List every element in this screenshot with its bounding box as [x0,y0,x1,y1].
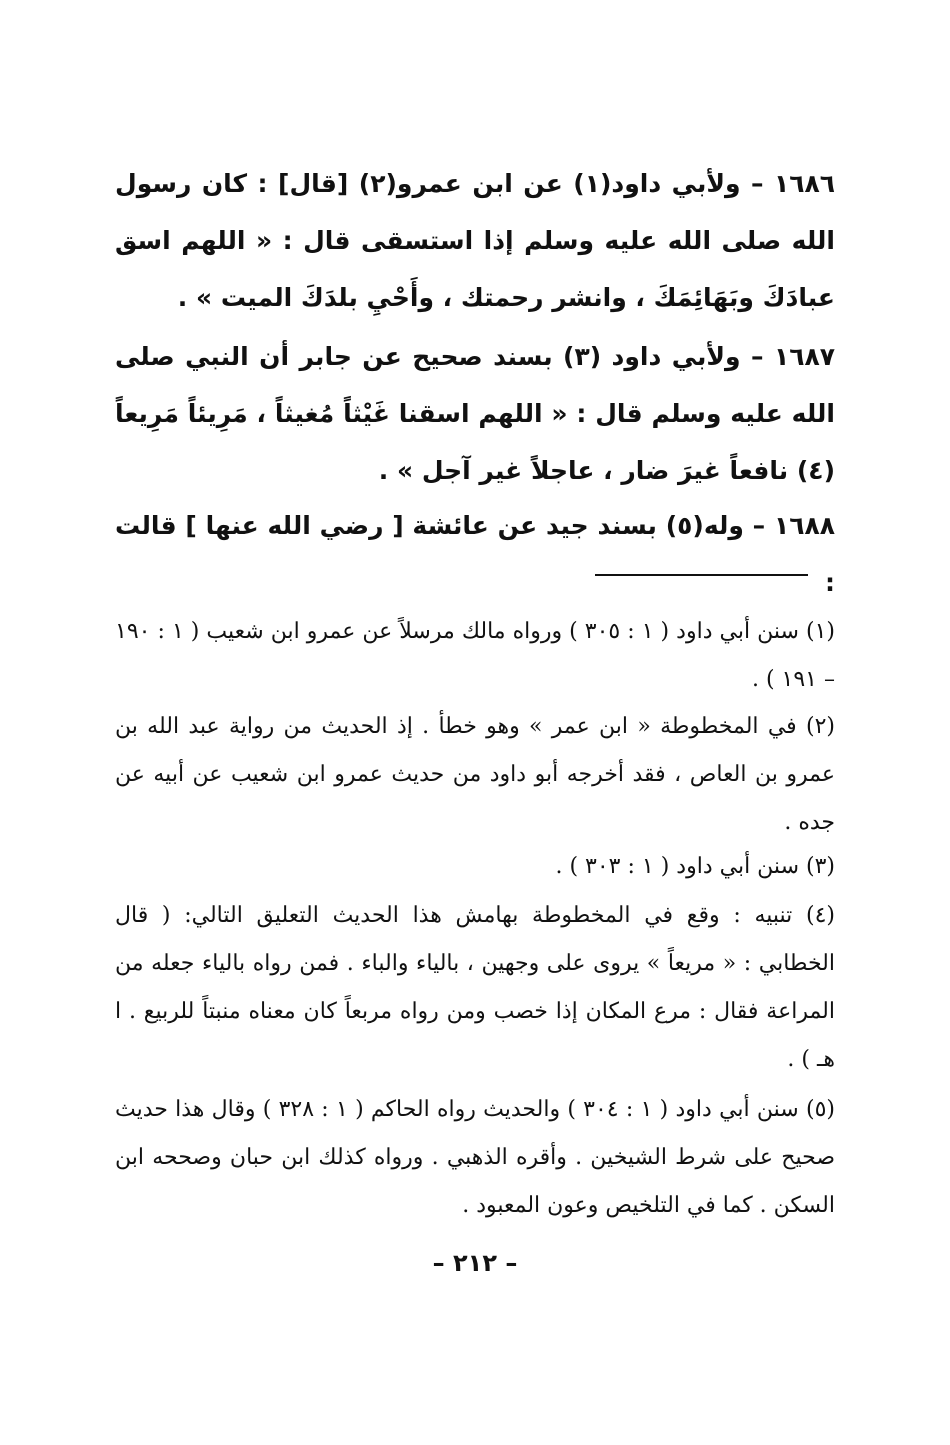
footnote-2: (٢) في المخطوطة « ابن عمر » وهو خطأ . إذ الحديث من رواية عبد الله بن عمرو بن العاص ، فقد أخرجه أبو داود من حديث عمرو ابن شعيب عن أبيه عن جده . [115,714,835,835]
footnote-divider [595,574,808,576]
hadith-1686: ١٦٨٦ – ولأبي داود(١) عن ابن عمرو(٢) [قال] : كان رسول الله صلى الله عليه وسلم إذا استسقى قال : « اللهم اسق عبادَكَ وبَهَائِمَكَ ، وانشر رحمتك ، وأَحْيِ بلدَكَ الميت » . [115,169,835,312]
footnote-4: (٤) تنبيه : وقع في المخطوطة بهامش هذا الحديث التعليق التالي: ( قال الخطابي : « مريعاً » يروى على وجهين ، بالياء والباء . فمن رواه بالياء جعله من المراعة فقال : مرع المكان إذا خصب ومن رواه مربعاً كان معناه منبتاً للربيع . ا هـ ) . [115,903,835,1072]
hadith-1687: ١٦٨٧ – ولأبي داود (٣) بسند صحيح عن جابر أن النبي صلى الله عليه وسلم قال : « اللهم اسقنا غَيْثاً مُغيثاً ، مَرِيئاً مَرِيعاً (٤) نافعاً غيرَ ضار ، عاجلاً غير آجل » . [115,342,835,485]
hadith-1688: ١٦٨٨ – وله(٥) بسند جيد عن عائشة [ رضي الله عنها ] قالت : [115,511,835,597]
page-number: – ٢١٢ – [432,1249,518,1277]
footnote-3: (٣) سنن أبي داود ( ١ : ٣٠٣ ) . [555,854,835,879]
footnote-5: (٥) سنن أبي داود ( ١ : ٣٠٤ ) والحديث رواه الحاكم ( ١ : ٣٢٨ ) وقال هذا حديث صحيح على شرط الشيخين . وأقره الذهبي . ورواه كذلك ابن حبان وصححه ابن السكن . كما في التلخيص وعون المعبود . [115,1097,835,1218]
footnote-1: (١) سنن أبي داود ( ١ : ٣٠٥ ) ورواه مالك مرسلاً عن عمرو ابن شعيب ( ١ : ١٩٠ – ١٩١ ) . [115,619,835,692]
